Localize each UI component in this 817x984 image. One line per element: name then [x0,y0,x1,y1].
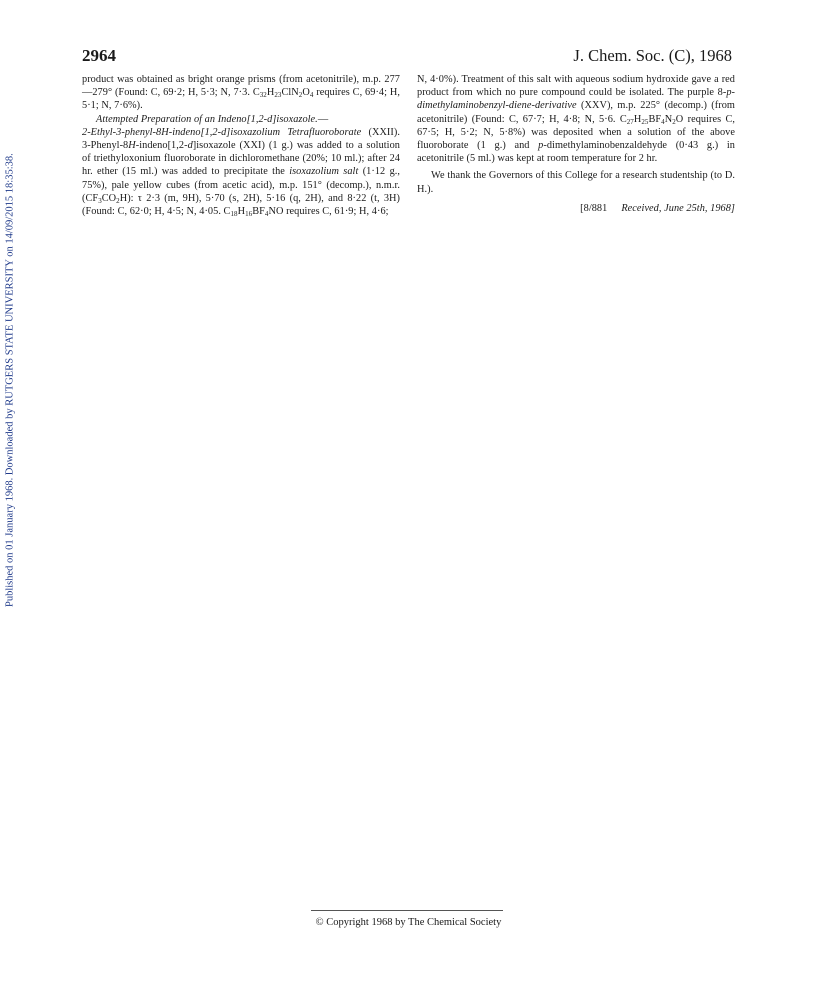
page-number: 2964 [82,46,116,65]
left-column [82,73,400,218]
footer-rule [311,910,503,911]
section-heading: Attempted Preparation of an Indeno[1,2-d]isoxazole.— [96,113,329,125]
received-date: Received, June 25th, 1968] [621,202,735,214]
journal-title: J. Chem. Soc. (C), 1968 [573,46,732,65]
reference-code: [8/881 [580,202,608,214]
right-column [417,73,735,215]
paragraph-product: product was obtained as bright orange prisms (from acetonitrile), m.p. 277—279° (Found: C, 69·2; H, 5·3; N, 7·3. $C_{32}H_{23}ClN_2O_4$ requires C, 69·4; H, 5·1; N, 7·6%). [82,74,400,112]
download-notice: Published on 01 January 1968. Downloaded by RUTGERS STATE UNIVERSITY on 14/09/2015 18:35:38. [4,153,16,607]
paragraph-isoxazolium: 2-Ethyl-3-phenyl-8H-indeno[1,2-d]isoxazolium Tetrafluoroborate (XXII). 3-Phenyl-8H-indeno[1,2-d]isoxazole (XXI) (1 g.) was added to a solution of triethyloxonium fluoroborate in dichloromethane (20%; 10 ml.); after 24 hr. ether (15 ml.) was added to precipitate the isoxazolium salt (1·12 g., 75%), pale yellow cubes (from acetic acid), m.p. 151° (decomp.), n.m.r. $(CF_3CO_2H)$: τ 2·3 (m, 9H), 5·70 (s, 2H), 5·16 (q, 2H), and 8·22 (t, 3H) (Found: C, 62·0; H, 4·5; N, 4·05. $C_{18}H_{16}BF_4NO$ requires C, 61·9; H, 4·6; [82,126,401,219]
copyright-notice: © Copyright 1968 by The Chemical Society [315,917,502,928]
received-line [417,202,735,215]
acknowledgement: We thank the Governors of this College for a research studentship (to D. H.). [417,170,735,195]
paragraph-treatment: N, 4·0%). Treatment of this salt with aqueous sodium hydroxide gave a red product from which no pure compound could be isolated. The purple 8-p-dimethylaminobenzyl-diene-derivative (XXV), m.p. 225° (decomp.) (from acetonitrile) (Found: C, 67·7; H, 4·8; N, 5·6. $C_{27}H_{25}BF_4N_2O$ requires C, 67·5; H, 5·2; N, 5·8%) was deposited when a solution of the above fluoroborate (1 g.) and p-dimethylaminobenzaldehyde (0·43 g.) in acetonitrile (5 ml.) was kept at room temperature for 2 hr. [417,74,735,165]
